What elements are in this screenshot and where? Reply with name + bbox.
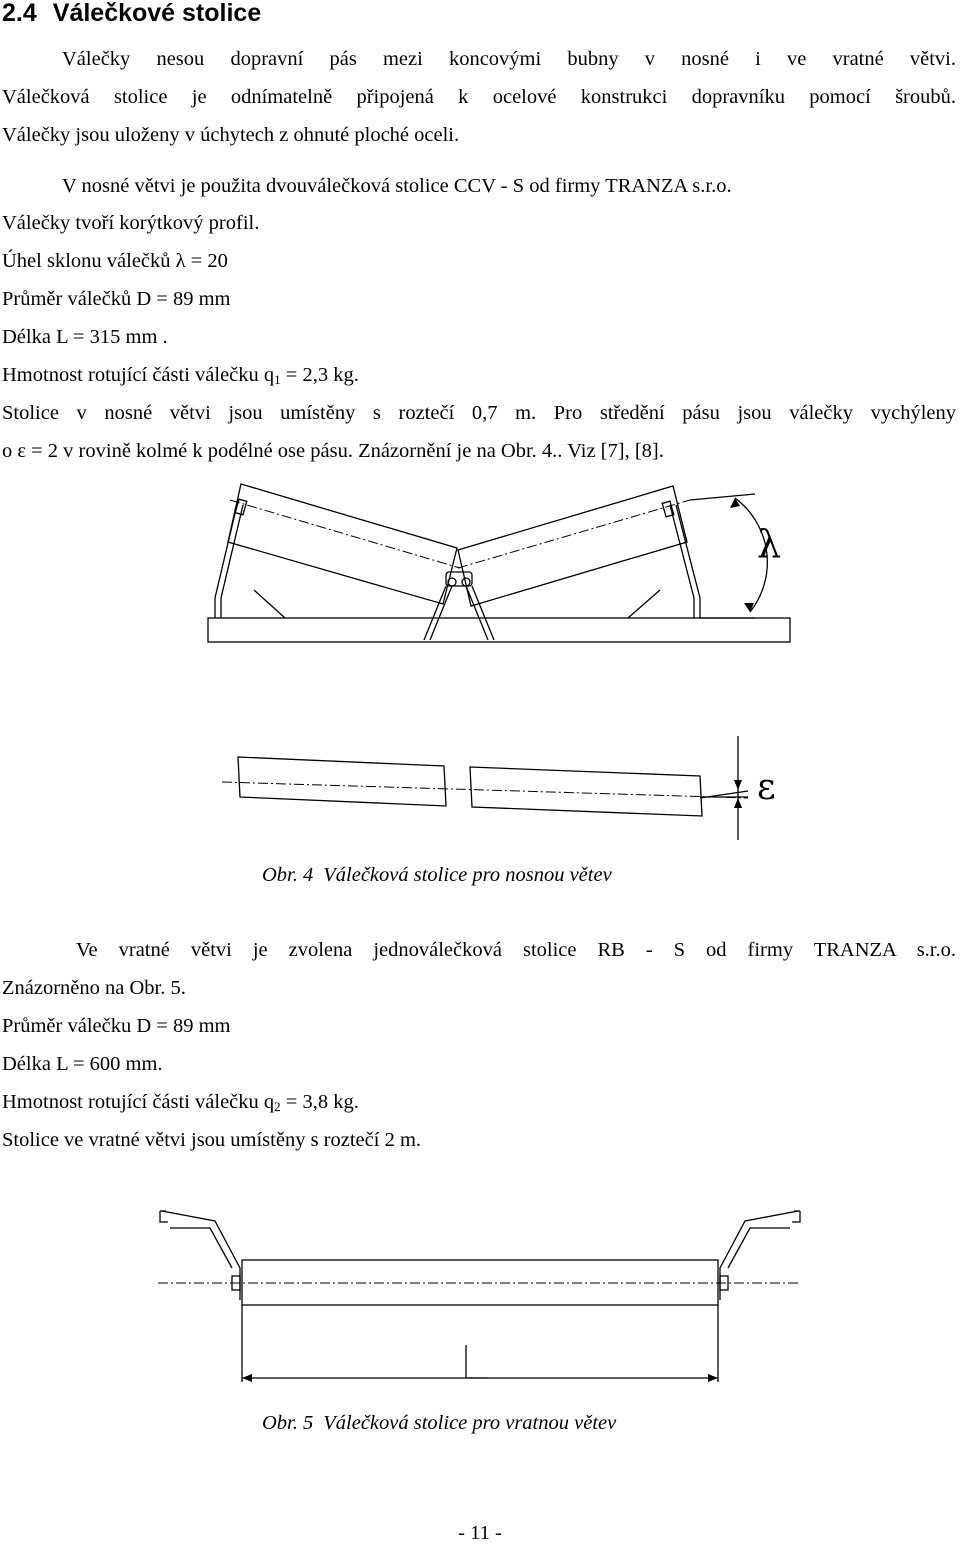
paragraph-line <box>2 362 359 388</box>
paragraph-line: Průměr válečků D = 89 mm <box>2 288 231 310</box>
base-frame <box>208 618 790 642</box>
paragraph-line: Délka L = 315 mm . <box>2 326 168 348</box>
top-view-left-roller <box>238 757 446 806</box>
figure4-title: Válečková stolice pro nosnou větev <box>323 864 612 886</box>
paragraph-line: o ε = 2 v rovině kolmé k podélné ose pásu. Znázornění je na Obr. 4.. Viz [7], [8]. <box>2 440 664 462</box>
mass-value: = 3,8 kg. <box>280 1091 359 1113</box>
paragraph-line <box>2 1089 359 1115</box>
mass-label: Hmotnost rotující části válečku q <box>2 1091 275 1113</box>
subscript: 1 <box>274 372 281 387</box>
figure5-label: Obr. 5 <box>262 1412 314 1434</box>
right-mount <box>792 1211 800 1222</box>
paragraph-line: Válečky tvoří korýtkový profil. <box>2 212 260 234</box>
figure4-caption <box>262 862 612 888</box>
top-view-axis-line <box>222 782 748 798</box>
subscript: 2 <box>274 1099 281 1114</box>
paragraph-line: Válečky nesou dopravní pás mezi koncovými bubny v nosné i ve vratné větvi. <box>62 48 956 70</box>
paragraph-line: Průměr válečku D = 89 mm <box>2 1015 231 1037</box>
top-view-right-roller <box>470 767 702 816</box>
figure5-caption <box>262 1410 616 1436</box>
left-axis-line <box>230 500 460 568</box>
section-heading <box>2 0 261 30</box>
left-mount <box>160 1211 168 1222</box>
paragraph-line: Ve vratné větvi je zvolena jednoválečková stolice RB - S od firmy TRANZA s.r.o. <box>76 939 956 961</box>
center-bracket <box>424 586 446 640</box>
paragraph-line: Válečková stolice je odnímatelně připojená k ocelové konstrukci dopravníku pomocí šroubů. <box>2 86 956 108</box>
section-title: Válečkové stolice <box>52 0 262 27</box>
mass-value: = 2,3 kg. <box>280 364 359 386</box>
paragraph-line: Délka L = 600 mm. <box>2 1053 163 1075</box>
figure5-title: Válečková stolice pro vratnou větev <box>323 1412 617 1434</box>
paragraph-line: Úhel sklonu válečků λ = 20 <box>2 250 228 272</box>
right-roller <box>458 486 687 606</box>
figure4-label: Obr. 4 <box>262 864 314 886</box>
right-axis-line <box>458 500 690 568</box>
paragraph-line: Znázorněno na Obr. 5. <box>2 977 186 999</box>
page-number: - 11 - <box>458 1522 502 1544</box>
left-roller <box>228 484 457 604</box>
paragraph-line: V nosné větvi je použita dvouválečková stolice CCV - S od firmy TRANZA s.r.o. <box>62 175 732 197</box>
figure4-top-view <box>0 725 960 835</box>
paragraph-line: Válečky jsou uloženy v úchytech z ohnuté ploché oceli. <box>2 124 460 146</box>
lambda-symbol: λ <box>757 522 782 566</box>
left-bracket <box>215 505 237 618</box>
figure4-troughed-idler <box>0 470 960 660</box>
mass-label: Hmotnost rotující části válečku q <box>2 364 275 386</box>
section-number: 2.4 <box>2 0 37 27</box>
figure5-return-idler <box>0 1200 960 1390</box>
epsilon-symbol: ε <box>757 767 776 808</box>
right-bracket <box>676 505 700 618</box>
paragraph-line: Stolice v nosné větvi jsou umístěny s roztečí 0,7 m. Pro středění pásu jsou válečky vychýleny <box>2 402 956 424</box>
paragraph-line: Stolice ve vratné větvi jsou umístěny s roztečí 2 m. <box>2 1129 422 1151</box>
